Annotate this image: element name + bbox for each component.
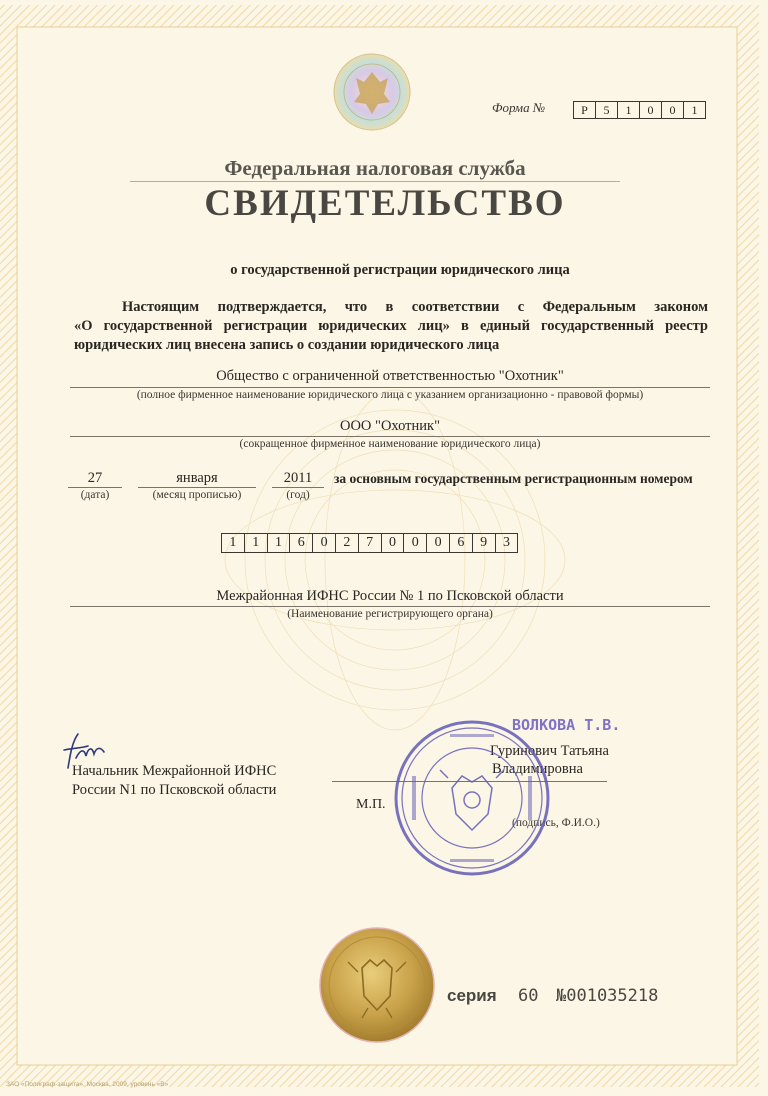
ogrn-digit: 6 bbox=[449, 533, 472, 553]
service-name: Федеральная налоговая служба bbox=[224, 156, 526, 180]
full-company-name: Общество с ограниченной ответственностью "Охотник" bbox=[216, 368, 564, 384]
hologram-emblem-icon bbox=[332, 50, 412, 134]
month-caption: (месяц прописью) bbox=[152, 489, 242, 501]
form-number-cell: Р bbox=[573, 101, 595, 119]
underline bbox=[70, 436, 710, 437]
form-label: Форма № bbox=[492, 100, 546, 115]
ogrn-digit: 0 bbox=[403, 533, 426, 553]
document-subtitle: о государственной регистрации юридического лица bbox=[230, 262, 570, 278]
authority-caption: (Наименование регистрирующего органа) bbox=[287, 608, 493, 620]
mp-label: М.П. bbox=[356, 797, 386, 812]
registration-month: января bbox=[176, 470, 218, 486]
statement-line: «О государственной регистрации юридических лиц» в единый государственный реестр bbox=[74, 318, 708, 334]
underline bbox=[272, 487, 324, 488]
ogrn-digit: 1 bbox=[244, 533, 267, 553]
ogrn-digit: 9 bbox=[472, 533, 495, 553]
position-line: Начальник Межрайонной ИФНС bbox=[72, 763, 277, 779]
signer-name-line: Владимировна bbox=[492, 761, 583, 777]
official-stamp-icon bbox=[392, 718, 552, 878]
ogrn-digit: 0 bbox=[381, 533, 404, 553]
form-number-cell: 0 bbox=[661, 101, 683, 119]
signer-position bbox=[72, 762, 276, 800]
certificate-number: №001035218 bbox=[556, 986, 659, 1006]
form-number-cell: 5 bbox=[595, 101, 617, 119]
ogrn-digit: 2 bbox=[335, 533, 358, 553]
short-company-name: ООО "Охотник" bbox=[339, 418, 440, 434]
position-line: России N1 по Псковской области bbox=[72, 782, 277, 798]
registering-authority: Межрайонная ИФНС России № 1 по Псковской области bbox=[216, 588, 564, 604]
year-caption: (год) bbox=[286, 489, 310, 501]
underline bbox=[68, 487, 122, 488]
signer-name-line: Гуринович Татьяна bbox=[490, 743, 609, 759]
ogrn-digit: 3 bbox=[495, 533, 519, 553]
underline bbox=[70, 387, 710, 388]
signature-caption: (подпись, Ф.И.О.) bbox=[512, 817, 600, 829]
ogrn-digit: 1 bbox=[221, 533, 244, 553]
form-number-boxes bbox=[573, 101, 706, 119]
printer-footer: ЗАО «Полиграф-защита», Москва, 2009, уровень «В» bbox=[6, 1081, 169, 1088]
ogrn-digit: 7 bbox=[358, 533, 381, 553]
ogrn-digit: 1 bbox=[267, 533, 290, 553]
form-number-cell: 1 bbox=[683, 101, 706, 119]
ogrn-digit: 0 bbox=[312, 533, 335, 553]
statement-line: Настоящим подтверждается, что в соответствии с Федеральным законом bbox=[122, 299, 708, 315]
name-stamp: ВОЛКОВА Т.В. bbox=[512, 716, 621, 734]
statement-paragraph bbox=[74, 298, 708, 355]
series-label: серия bbox=[447, 986, 497, 1005]
ogrn-number-boxes bbox=[221, 533, 518, 553]
underline bbox=[138, 487, 256, 488]
statement-line: юридических лиц внесена запись о создании юридического лица bbox=[74, 337, 500, 353]
gold-seal-icon bbox=[318, 926, 436, 1044]
ogrn-digit: 6 bbox=[289, 533, 312, 553]
ogrn-digit: 0 bbox=[426, 533, 449, 553]
day-caption: (дата) bbox=[80, 489, 110, 501]
series-value: 60 bbox=[518, 986, 539, 1006]
form-number-cell: 1 bbox=[617, 101, 639, 119]
form-number-cell: 0 bbox=[639, 101, 661, 119]
document-title: СВИДЕТЕЛЬСТВО bbox=[204, 183, 566, 224]
short-name-caption: (сокращенное фирменное наименование юридического лица) bbox=[239, 438, 541, 450]
underline bbox=[70, 606, 710, 607]
ogrn-intro: за основным государственным регистрационным номером bbox=[334, 471, 693, 486]
full-name-caption: (полное фирменное наименование юридического лица с указанием организационно - правовой формы) bbox=[136, 389, 644, 401]
registration-day: 27 bbox=[87, 470, 103, 486]
registration-year: 2011 bbox=[283, 470, 313, 486]
